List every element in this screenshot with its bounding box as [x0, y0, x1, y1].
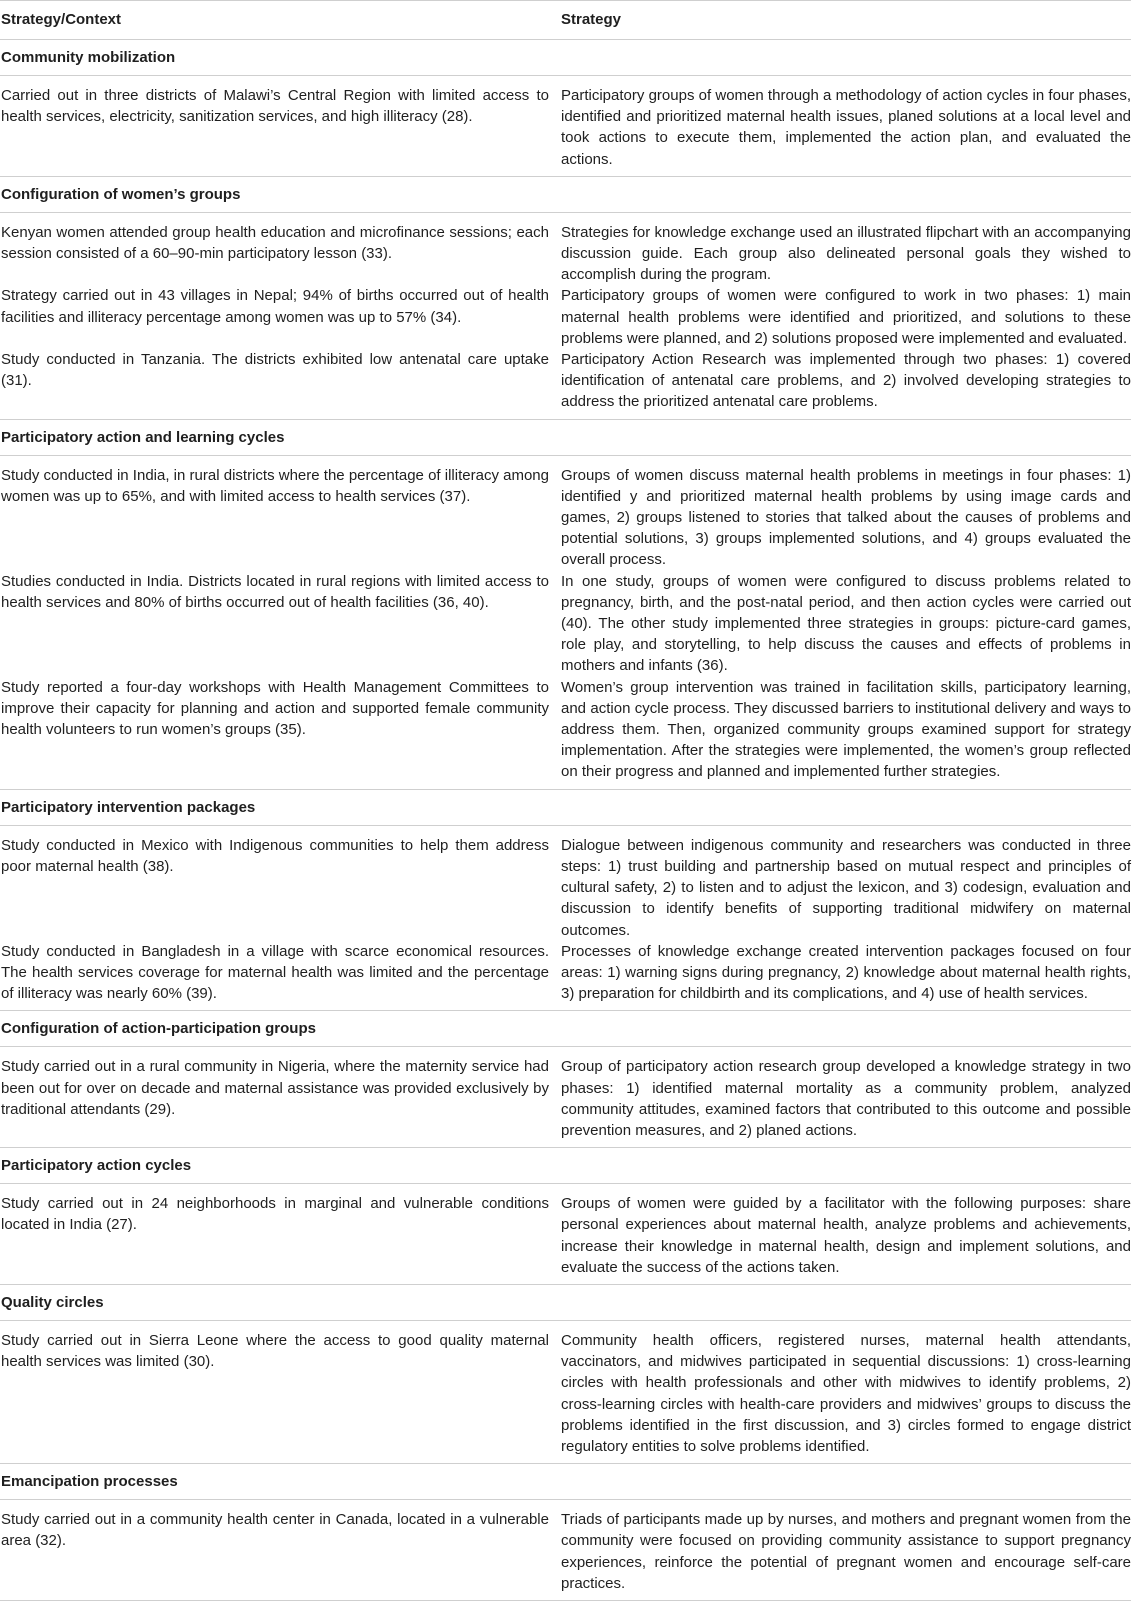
table-row — [0, 1330, 1131, 1457]
context-cell: Study carried out in Sierra Leone where the access to good quality maternal health services was limited (30). — [1, 1331, 549, 1371]
strategy-cell: Processes of knowledge exchange created intervention packages focused on four areas: 1) warning signs during pregnancy, 2) knowledge about maternal health rights, 3) preparation for childbirth and its complications, and 4) use of health services. — [561, 942, 1131, 1003]
section-heading: Participatory intervention packages — [0, 790, 1131, 826]
strategy-cell: Community health officers, registered nurses, maternal health attendants, vaccinators, and midwives participated in sequential discussions: 1) cross-learning circles with health professionals and other with midwives to identify problems, 2) cross-learning circles with health-care providers and midwives’ groups to discuss the problems identified in the first discussion, and 3) circles formed to engage district regulatory entities to solve problems identified. — [561, 1331, 1131, 1455]
header-strategy: Strategy — [561, 11, 622, 29]
context-cell: Study carried out in a community health center in Canada, located in a vulnerable area (32). — [1, 1511, 549, 1550]
strategy-cell: Participatory groups of women were configured to work in two phases: 1) main maternal health problems were identified and prioritized, and solutions to these problems were planned, and 2) solutions proposed were implemented and evaluated. — [561, 287, 1131, 347]
context-cell: Study conducted in Tanzania. The districts exhibited low antenatal care uptake (31). — [1, 351, 549, 390]
context-cell: Study carried out in 24 neighborhoods in marginal and vulnerable conditions located in India (27). — [1, 1195, 549, 1234]
section-heading: Configuration of women’s groups — [0, 177, 1131, 213]
table-row — [0, 222, 1131, 286]
table-row — [0, 571, 1131, 677]
context-cell: Studies conducted in India. Districts located in rural regions with limited access to health services and 80% of births occurred out of health facilities (36, 40). — [1, 572, 549, 611]
context-cell: Kenyan women attended group health education and microfinance sessions; each session consisted of a 60–90-min participatory lesson (33). — [1, 223, 549, 263]
strategy-cell: Groups of women discuss maternal health problems in meetings in four phases: 1) identified y and prioritized maternal health problems by using image cards and games, 2) groups listened to stories that talked about the causes of problems and potential solutions, 3) groups implemented solutions, and 4) groups evaluated the overall process. — [561, 466, 1131, 569]
context-cell: Study conducted in India, in rural districts where the percentage of illiteracy among women was up to 65%, and with limited access to health services (37). — [1, 466, 549, 505]
section-heading: Community mobilization — [0, 40, 1131, 76]
section-heading: Quality circles — [0, 1285, 1131, 1321]
context-cell: Carried out in three districts of Malawi’s Central Region with limited access to health services, electricity, sanitization services, and high illiteracy (28). — [1, 87, 549, 126]
strategy-cell: In one study, groups of women were configured to discuss problems related to pregnancy, birth, and the post-natal period, and then action cycles were carried out (40). The other study implemented three strategies in groups: picture-card games, role play, and storytelling, to help discuss the causes and effects of problems in mothers and infants (36). — [561, 572, 1131, 675]
table-row — [0, 465, 1131, 571]
table-row — [0, 941, 1131, 1005]
section-heading: Participatory action and learning cycles — [0, 420, 1131, 456]
header-strategy-context: Strategy/Context — [1, 11, 122, 29]
table-row — [0, 349, 1131, 413]
table-row — [0, 677, 1131, 783]
section-heading: Configuration of action-participation groups — [0, 1011, 1131, 1047]
section-rows — [0, 213, 1131, 420]
table-body — [0, 40, 1131, 1601]
section-heading: Emancipation processes — [0, 1464, 1131, 1500]
table-row — [0, 85, 1131, 170]
table-row — [0, 1193, 1131, 1278]
context-cell: Study conducted in Mexico with Indigenous communities to help them address poor maternal health (38). — [1, 836, 549, 875]
section-rows — [0, 456, 1131, 790]
strategy-cell: Participatory groups of women through a methodology of action cycles in four phases, identified and prioritized maternal health issues, planed solutions at a local level and took actions to execute them, implemented the action plan, and evaluated the actions. — [561, 87, 1131, 168]
section-rows — [0, 76, 1131, 177]
context-cell: Study conducted in Bangladesh in a village with scarce economical resources. The health services coverage for maternal health was limited and the percentage of illiteracy was nearly 60% (39). — [1, 942, 549, 1003]
context-cell: Strategy carried out in 43 villages in Nepal; 94% of births occurred out of health facilities and illiteracy percentage among women was up to 57% (34). — [1, 287, 549, 326]
strategy-cell: Triads of participants made up by nurses, and mothers and pregnant women from the community were focused on providing community assistance to support pregnancy experiences, reinforce the potential of pregnant women and encourage self-care practices. — [561, 1511, 1131, 1592]
context-cell: Study reported a four-day workshops with Health Management Committees to improve their capacity for planning and action and supported female community health volunteers to run women’s groups (35). — [1, 678, 549, 739]
strategy-cell: Group of participatory action research group developed a knowledge strategy in two phases: 1) identified maternal mortality as a community problem, analyzed community attitudes, examined factors that contributed to this outcome and possible prevention measures, and 2) planed actions. — [561, 1058, 1131, 1139]
strategy-cell: Dialogue between indigenous community and researchers was conducted in three steps: 1) trust building and partnership based on mutual respect and principles of cultural safety, 2) to listen and to adjust the lexicon, and 3) codesign, evaluation and discussion to identify benefits of supporting traditional midwifery on maternal outcomes. — [561, 836, 1131, 939]
strategy-cell: Participatory Action Research was implemented through two phases: 1) covered identification of antenatal care problems, and 2) involved developing strategies to address the prioritized antenatal care problems. — [561, 351, 1131, 411]
table-header — [0, 1, 1131, 40]
section-rows — [0, 1184, 1131, 1285]
section-rows — [0, 826, 1131, 1012]
table-row — [0, 835, 1131, 941]
strategy-cell: Women’s group intervention was trained in facilitation skills, participatory learning, and action cycle process. They discussed barriers to institutional delivery and ways to address them. Then, organized community groups examined support for strategy implementation. After the strategies were implemented, the women’s group reflected on their progress and planned and implemented further strategies. — [561, 678, 1131, 781]
table-row — [0, 1509, 1131, 1594]
section-rows — [0, 1047, 1131, 1148]
section-rows — [0, 1321, 1131, 1464]
section-heading: Participatory action cycles — [0, 1148, 1131, 1184]
strategy-cell: Groups of women were guided by a facilitator with the following purposes: share personal experiences about maternal health, analyze problems and achievements, increase their knowledge in maternal health, design and implement solutions, and evaluate the success of the actions taken. — [561, 1195, 1131, 1276]
section-rows — [0, 1500, 1131, 1601]
table-row — [0, 1056, 1131, 1141]
table-row — [0, 285, 1131, 349]
context-cell: Study carried out in a rural community in Nigeria, where the maternity service had been out for over on decade and maternal assistance was provided exclusively by traditional attendants (29). — [1, 1058, 549, 1118]
strategy-cell: Strategies for knowledge exchange used an illustrated flipchart with an accompanying discussion guide. Each group also delineated personal goals they wished to accomplish during the program. — [561, 223, 1131, 284]
